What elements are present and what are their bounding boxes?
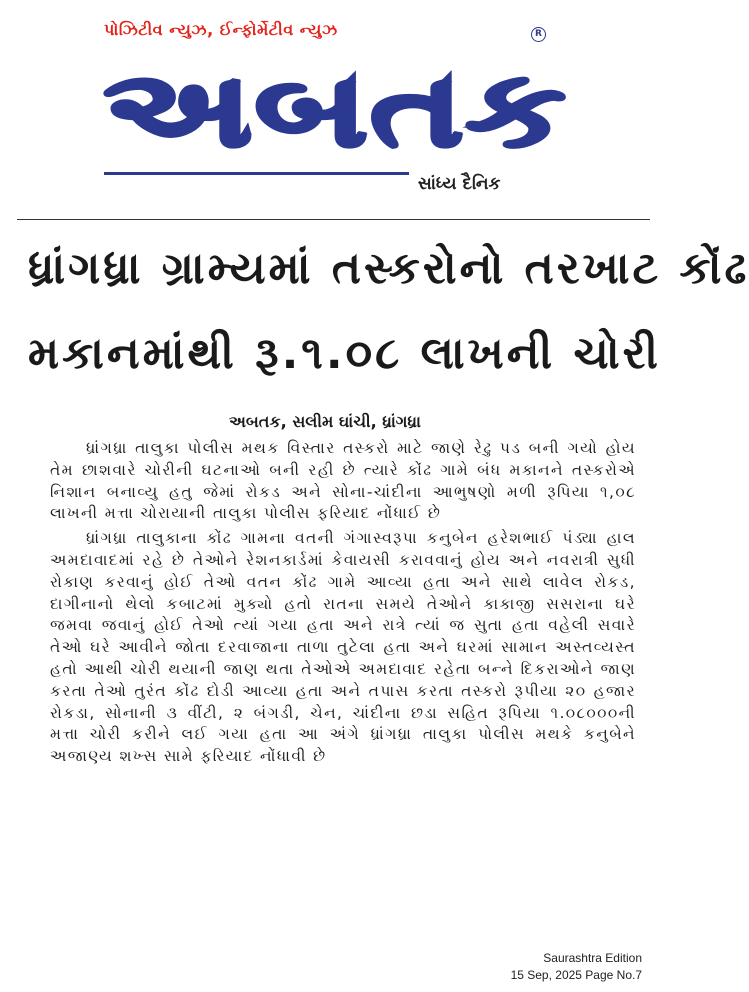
logo-underline-divider xyxy=(104,172,409,175)
article-paragraph: ધ્રાંગધ્રા તાલુકાના કોંઢ ગામના વતની ગંગાસ્વરૂપા કનુબેન હરેશભાઈ પંડ્યા હાલ અમદાવાદમાં રહે છે તેઓને રેશનકાર્ડમાં કેવાયસી કરાવવાનું હોય અને નવરાત્રી સુધી રોકાણ કરવાનું હોઈ તેઓ વતન કોંઢ ગામે આવ્યા હતા અને સાથે લાવેલ રોકડ, દાગીનાનો થેલો કબાટમાં મુક્યો હતો રાતના સમયે તેઓને કાકાજી સસરાના ઘરે જમવા જવાનું હોઈ તેઓ ત્યાં ગયા હતા અને રાત્રે ત્યાં જ સુતા હતા વહેલી સવારે તેઓ ઘરે આવીને જોતા દરવાજાના તાળા તુટેલા હતા અને ઘરમાં સામાન અસ્તવ્યસ્ત હતો આથી ચોરી થયાની જાણ થતા તેઓએ અમદાવાદ રહેતા બન્ને દિકરાઓને જાણ કરતા તેઓ તુરંત કોંઢ દોડી આવ્યા હતા અને તપાસ કરતા તસ્કરો રૂપીયા ૨૦ હજાર રોકડા, સોનાની ૩ વીંટી, ૨ બંગડી, ચેન, ચાંદીના છડા સહિત રૂપિયા ૧.૦૮૦૦૦ની મત્તા ચોરી કરીને લઈ ગયા હતા આ અંગે ધ્રાંગધ્રા તાલુકા પોલીસ મથકે કનુબેને અજાણ્ય શખ્સ સામે ફરિયાદ નોંધાવી છે xyxy=(50,529,636,766)
article-headline-line-1: ધ્રાંગધ્રા ગ્રામ્યમાં તસ્કરોનો તરખાટ કોંઢ xyxy=(28,243,749,294)
article-headline-line-2: મકાનમાંથી રૂ.૧.૦૮ લાખની ચોરી xyxy=(28,328,662,379)
edition-name: Saurashtra Edition xyxy=(543,951,642,965)
date-page-number: 15 Sep, 2025 Page No.7 xyxy=(510,968,642,982)
article-paragraph: ધ્રાંગધ્રા તાલુકા પોલીસ મથક વિસ્તાર તસ્કરો માટે જાણે રેઢુ પડ બની ગયો હોય તેમ છાશવારે ચોરીની ઘટનાઓ બની રહી છે ત્યારે કોંઢ ગામે બંધ મકાનને તસ્કરોએ નિશાન બનાવ્યુ હતુ જેમાં રોકડ અને સોના-ચાંદીના આભુષણો મળી રૂપિયા ૧,૦૮ લાખની મત્તા ચોરાયાની તાલુકા પોલીસ ફરિયાદ નોંધાઈ છે xyxy=(50,439,636,523)
registered-trademark-icon: R xyxy=(531,27,546,42)
masthead-divider xyxy=(17,219,650,220)
article-byline: અબતક, સલીમ ઘાંચી, ધ્રાંગધ્રા xyxy=(229,412,421,431)
masthead-tagline: પોઝિટીવ ન્યુઝ, ઈન્ફોર્મેટીવ ન્યુઝ xyxy=(104,20,338,39)
page-footer xyxy=(511,950,642,984)
edition-type-label: સાંધ્ય દૈનિક xyxy=(418,174,501,194)
masthead xyxy=(0,0,650,215)
article-body xyxy=(50,438,636,768)
newspaper-logo: અબતક xyxy=(104,48,568,170)
